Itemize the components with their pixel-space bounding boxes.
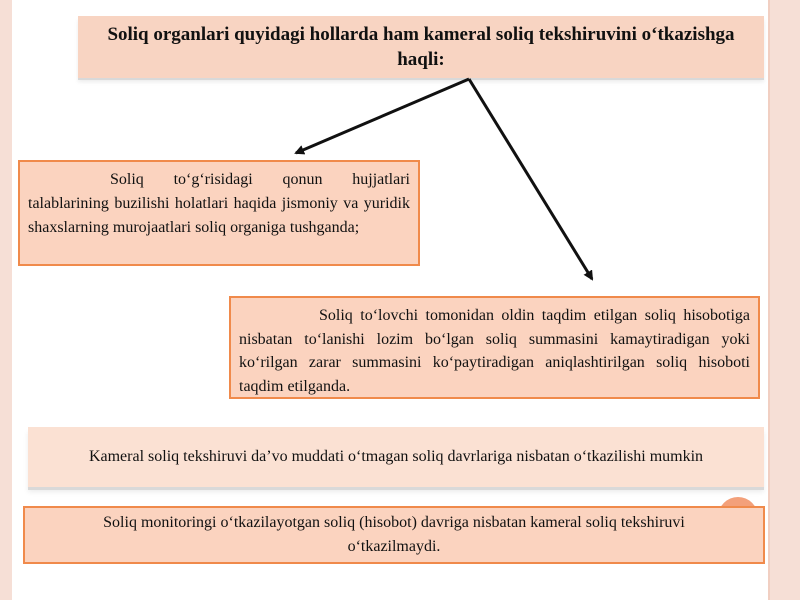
arrow-to-case-2: [469, 79, 592, 279]
note-box-1-text: Kameral soliq tekshiruvi da’vo muddati o‘tmagan soliq davrlariga nisbatan o‘tkazilishi mumkin: [88, 448, 704, 465]
note-box-2-text: Soliq monitoringi o‘tkazilayotgan soliq (hisobot) davriga nisbatan kameral soliq tekshiruvi o‘tkazilmaydi.: [103, 514, 685, 555]
diagram-title-text: Soliq organlari quyidagi hollarda ham kameral soliq tekshiruvini o‘tkazishga haqli:: [107, 24, 735, 70]
note-box-1: [28, 427, 764, 487]
case-box-2-text: Soliq to‘lovchi tomonidan oldin taqdim etilgan soliq hisobotiga nisbatan to‘lanishi lozim bo‘lgan soliq summasini kamaytiradigan yoki ko‘rilgan zarar summasini ko‘paytiradigan aniqlashtirilgan soliq hisoboti taqdim etilganda.: [239, 307, 750, 395]
case-box-1: [18, 160, 420, 266]
case-box-2: [229, 296, 760, 399]
arrow-to-case-1: [296, 79, 469, 153]
note-box-2: [23, 506, 765, 564]
case-box-1-text: Soliq to‘g‘risidagi qonun hujjatlari talablarining buzilishi holatlari haqida jismoniy va yuridik shaxslarning murojaatlari soliq organiga tushganda;: [28, 171, 410, 236]
